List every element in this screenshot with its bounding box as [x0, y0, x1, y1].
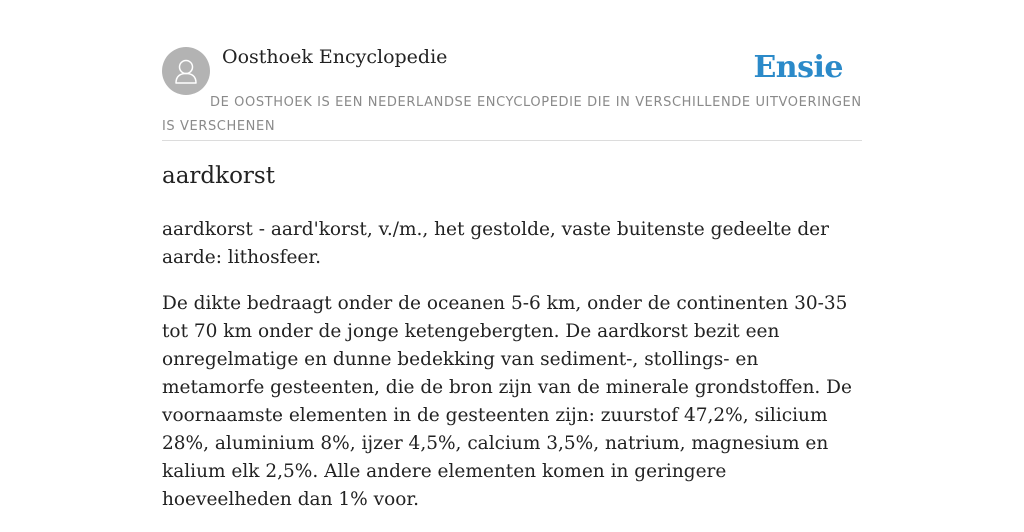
page [162, 0, 862, 510]
entry-paragraph: De dikte bedraagt onder de oceanen 5-6 km, onder de continenten 30-35 tot 70 km onder de jonge ketengebergten. De aardkorst bezit een onregelmatige en dunne bedekking van sediment-, stollings- en metamorfe gesteenten, die de bron zijn van de minerale grondstoffen. De voornaamste elementen in de gesteenten zijn: zuurstof 47,2%, silicium 28%, aluminium 8%, ijzer 4,5%, calcium 3,5%, natrium, magnesium en kalium elk 2,5%. Alle andere elementen komen in geringere hoeveelheden dan 1% voor. [162, 293, 852, 510]
source-name[interactable]: Oosthoek Encyclopedie [222, 46, 448, 68]
brand-logo[interactable]: Ensie [753, 50, 843, 85]
entry-title: aardkorst [162, 163, 275, 189]
source-avatar[interactable] [162, 47, 210, 95]
user-avatar-icon [162, 47, 210, 95]
source-tagline: DE OOSTHOEK IS EEN NEDERLANDSE ENCYCLOPEDIE DIE IN VERSCHILLENDE UITVOERINGEN IS VERSCHENEN [162, 95, 862, 134]
entry-body [162, 216, 862, 532]
page-header [162, 0, 862, 141]
entry-paragraph: aardkorst - aard'korst, v./m., het gestolde, vaste buitenste gedeelte der aarde: lithosfeer. [162, 219, 829, 268]
